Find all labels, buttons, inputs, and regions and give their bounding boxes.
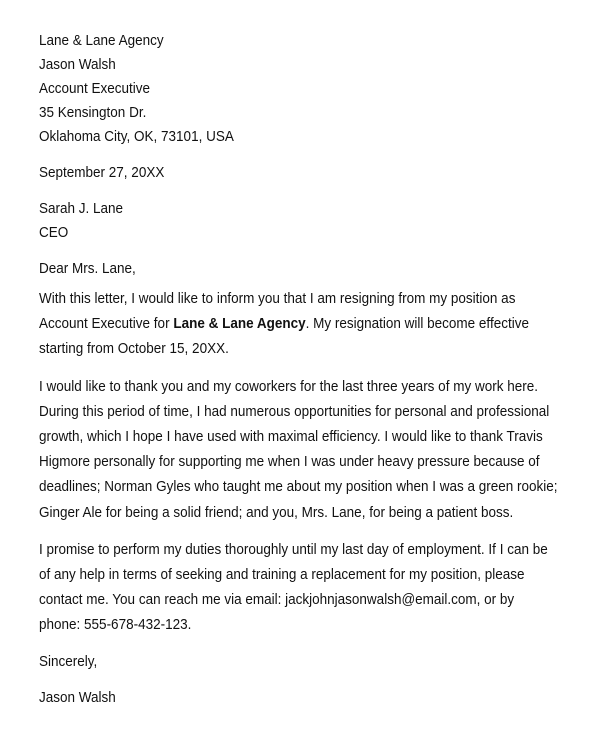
sender-street: 35 Kensington Dr. bbox=[39, 104, 147, 121]
letter-page bbox=[39, 29, 559, 710]
company-name-bold: Lane & Lane Agency bbox=[173, 315, 306, 333]
recipient-block bbox=[39, 197, 559, 245]
signature: Jason Walsh bbox=[39, 688, 116, 706]
sender-block bbox=[39, 29, 559, 149]
paragraph-resignation-part1: With this letter, I would like to inform you that I am resigning from my position as Account Executive for bbox=[39, 290, 516, 333]
sender-name: Jason Walsh bbox=[39, 56, 116, 73]
sender-title: Account Executive bbox=[39, 80, 151, 97]
closing: Sincerely, bbox=[39, 652, 98, 670]
salutation: Dear Mrs. Lane, bbox=[39, 260, 136, 277]
recipient-title: CEO bbox=[39, 224, 69, 241]
paragraph-thanks: I would like to thank you and my coworkers for the last three years of my work here. During this period of time, I had numerous opportunities for personal and professional growth, which I hope I have used with maximal efficiency. I would like to thank Travis Higmore personally for supporting me when I was under heavy pressure because of deadlines; Norman Gyles who taught me about my position when I was a green rookie; Ginger Ale for being a solid friend; and you, Mrs. Lane, for being a patient boss. bbox=[39, 377, 558, 521]
sender-company: Lane & Lane Agency bbox=[39, 32, 164, 49]
paragraph-handover: I promise to perform my duties thoroughly until my last day of employment. If I can be of any help in terms of seeking and training a replacement for my position, please contact me. You can reach me via email: jackjohnjasonwalsh@email.com, or by phone: 555-678-432-123. bbox=[39, 540, 548, 634]
paragraph-resignation bbox=[39, 286, 559, 362]
recipient-name: Sarah J. Lane bbox=[39, 200, 124, 217]
paragraph-resignation-part2: . My resignation will become effective starting from October 15, 20XX. bbox=[39, 315, 529, 358]
letter-date: September 27, 20XX bbox=[39, 164, 165, 181]
sender-city: Oklahoma City, OK, 73101, USA bbox=[39, 128, 234, 145]
